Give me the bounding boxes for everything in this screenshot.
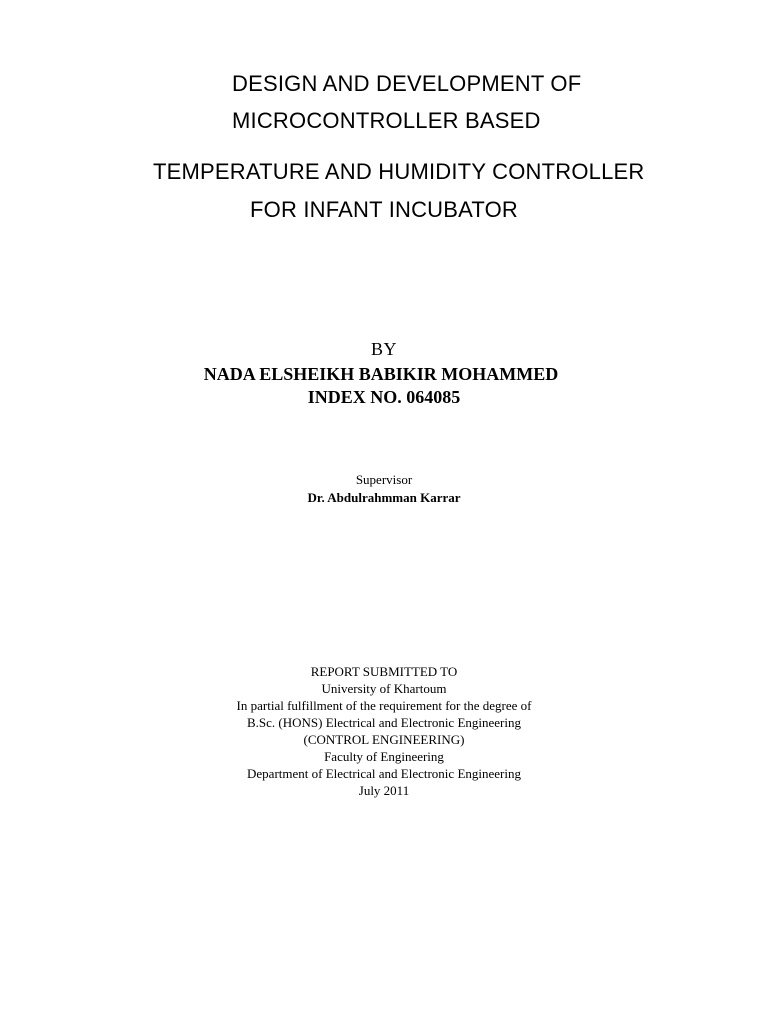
report-line: B.Sc. (HONS) Electrical and Electronic Engineering — [247, 715, 521, 730]
report-line: REPORT SUBMITTED TO — [310, 664, 458, 679]
supervisor-label: Supervisor — [355, 472, 413, 487]
report-line: (CONTROL ENGINEERING) — [303, 732, 465, 747]
report-line: University of Khartoum — [321, 681, 447, 696]
index-number: INDEX NO. 064085 — [307, 387, 461, 407]
report-line: July 2011 — [358, 783, 410, 798]
author-name: NADA ELSHEIKH BABIKIR MOHAMMED — [203, 364, 559, 384]
title-line-2: MICROCONTROLLER BASED — [232, 108, 541, 133]
report-line: Department of Electrical and Electronic Engineering — [247, 766, 521, 781]
title-line-3: TEMPERATURE AND HUMIDITY CONTROLLER — [153, 159, 645, 184]
supervisor-name: Dr. Abdulrahmman Karrar — [307, 490, 461, 505]
report-block — [0, 663, 768, 799]
report-line: Faculty of Engineering — [324, 749, 444, 764]
by-label: BY — [370, 339, 397, 359]
title-line-4: FOR INFANT INCUBATOR — [250, 197, 519, 222]
title-line-1: DESIGN AND DEVELOPMENT OF — [232, 71, 582, 96]
report-line: In partial fulfillment of the requirement for the degree of — [236, 698, 532, 713]
